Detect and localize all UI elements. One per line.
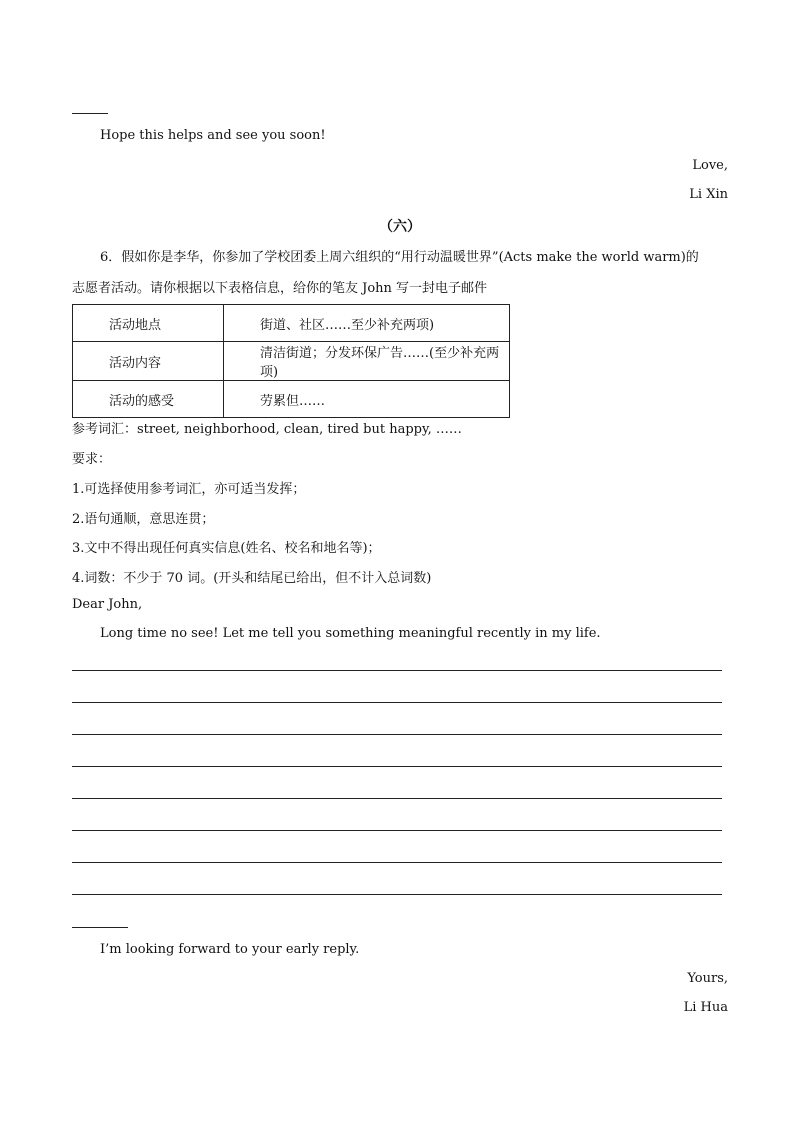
question-line-2: 志愿者活动。请你根据以下表格信息，给你的笔友 John 写一封电子邮件: [72, 281, 488, 296]
table-cell-value: 清洁街道；分发环保广告……(至少补充两项): [224, 342, 510, 381]
writing-line: [72, 894, 722, 895]
prev-letter-signature: Li Xin: [689, 187, 728, 202]
writing-line: [72, 670, 722, 671]
section-heading: （六）: [379, 219, 421, 235]
letter-signoff: Yours,: [687, 971, 728, 986]
table-cell-label: 活动内容: [73, 342, 224, 381]
letter-salutation: Dear John,: [72, 597, 143, 612]
letter-signature: Li Hua: [683, 1000, 728, 1015]
requirements-title: 要求：: [72, 452, 112, 467]
writing-line: [72, 798, 722, 799]
requirement-item: 1.可选择使用参考词汇，亦可适当发挥；: [72, 482, 306, 497]
table-row: [73, 342, 510, 381]
table-cell-value: 街道、社区……至少补充两项): [224, 305, 510, 342]
table-cell-label: 活动的感受: [73, 381, 224, 418]
answer-blank-line: [72, 113, 108, 114]
question-line-1: 6．假如你是李华，你参加了学校团委上周六组织的“用行动温暖世界”(Acts make the world warm)的: [100, 250, 699, 265]
reference-vocabulary: 参考词汇：street, neighborhood, clean, tired but happy, ……: [72, 422, 462, 437]
writing-line: [72, 766, 722, 767]
writing-line: [72, 830, 722, 831]
writing-line: [72, 862, 722, 863]
prev-letter-closing-line: Hope this helps and see you soon!: [100, 128, 326, 143]
requirement-item: 3.文中不得出现任何真实信息(姓名、校名和地名等)；: [72, 541, 381, 556]
activity-info-table: [72, 304, 510, 418]
table-row: [73, 305, 510, 342]
writing-line-short: [72, 927, 128, 928]
requirement-item: 2.语句通顺，意思连贯；: [72, 512, 215, 527]
prev-letter-signoff: Love,: [692, 158, 728, 173]
writing-line: [72, 702, 722, 703]
table-cell-value: 劳累但……: [224, 381, 510, 418]
table-cell-label: 活动地点: [73, 305, 224, 342]
letter-closing-line: I’m looking forward to your early reply.: [100, 942, 360, 957]
letter-opening: Long time no see! Let me tell you something meaningful recently in my life.: [100, 626, 601, 641]
writing-line: [72, 734, 722, 735]
table-row: [73, 381, 510, 418]
requirement-item: 4.词数：不少于 70 词。(开头和结尾已给出，但不计入总词数): [72, 571, 432, 586]
